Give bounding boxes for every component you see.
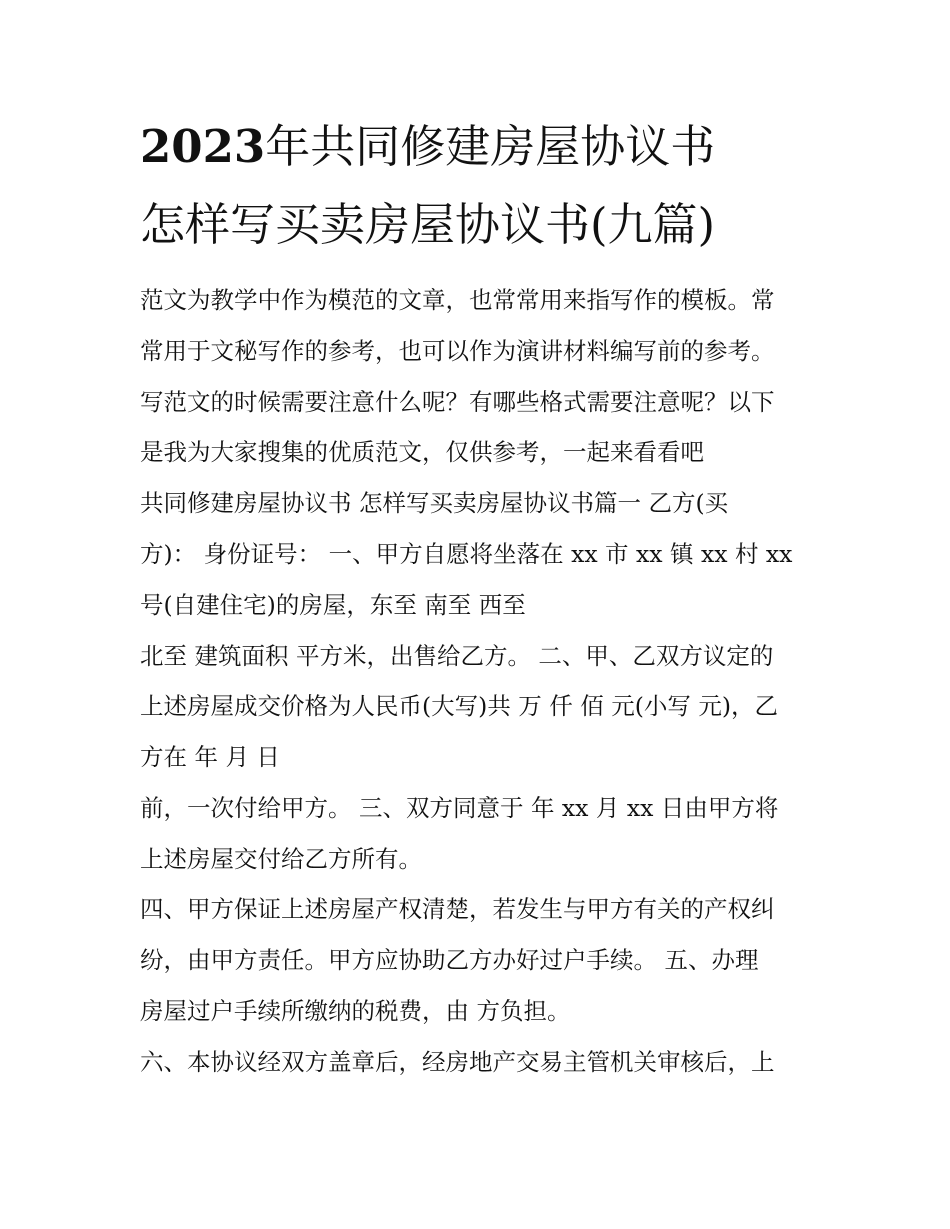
body-text-line: 上述房屋交付给乙方所有。 — [140, 845, 422, 873]
body-text-line: 上述房屋成交价格为人民币(大写)共 万 仟 佰 元(小写 元)，乙 — [140, 692, 779, 720]
title-year: 2023 — [140, 120, 266, 173]
document-title-line-2 — [140, 195, 820, 255]
body-text-line: 四、甲方保证上述房屋产权清楚，若发生与甲方有关的产权纠 — [140, 895, 775, 923]
body-text-line: 共同修建房屋协议书 怎样写买卖房屋协议书篇一 乙方(买 — [140, 489, 729, 517]
title-text: 年共同修建房屋协议书 — [265, 120, 716, 173]
title-text: 怎样写买卖房屋协议书(九篇) — [140, 198, 716, 251]
body-text-line: 房屋过户手续所缴纳的税费，由 方负担。 — [140, 997, 571, 1025]
body-text-line: 北至 建筑面积 平方米，出售给乙方。 二、甲、乙双方议定的 — [140, 642, 774, 670]
body-text-line: 前，一次付给甲方。 三、双方同意于 年 xx 月 xx 日由甲方将 — [140, 794, 779, 822]
body-text-line: 方在 年 月 日 — [140, 743, 280, 771]
body-text-line: 范文为教学中作为模范的文章，也常常用来指写作的模板。常 — [140, 286, 775, 314]
body-text-line: 纷，由甲方责任。甲方应协助乙方办好过户手续。 五、办理 — [140, 946, 759, 974]
body-text-line: 六、本协议经双方盖章后，经房地产交易主管机关审核后，上 — [140, 1048, 775, 1076]
body-text-line: 写范文的时候需要注意什么呢？有哪些格式需要注意呢？以下 — [140, 388, 775, 416]
body-text-line: 方)： 身份证号： 一、甲方自愿将坐落在 xx 市 xx 镇 xx 村 xx — [140, 540, 793, 568]
body-text-line: 是我为大家搜集的优质范文，仅供参考，一起来看看吧 — [140, 438, 704, 466]
document-title-line-1 — [140, 117, 820, 177]
body-text-line: 常用于文秘写作的参考，也可以作为演讲材料编写前的参考。 — [140, 337, 775, 365]
body-text-line: 号(自建住宅)的房屋，东至 南至 西至 — [140, 591, 526, 619]
